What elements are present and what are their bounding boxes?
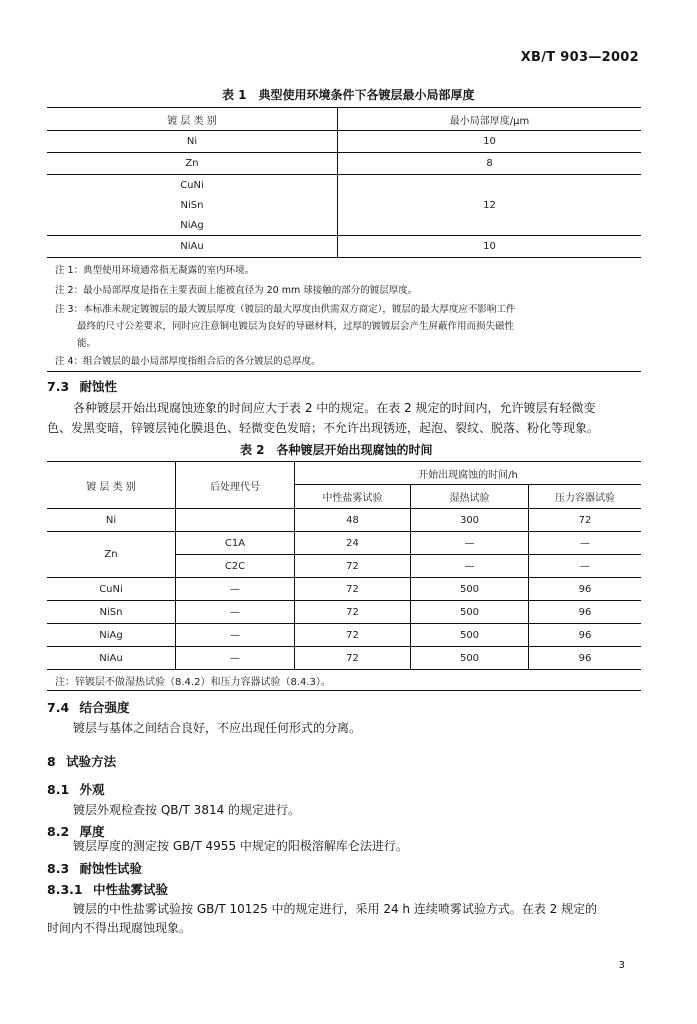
table2-type-niau: NiAu bbox=[47, 647, 176, 670]
table2-humid-c2c: — bbox=[411, 555, 529, 578]
section-8-3-number: 8.3 bbox=[47, 861, 70, 876]
table2-type-nisn: NiSn bbox=[47, 601, 176, 624]
section-8-2-number: 8.2 bbox=[47, 824, 70, 839]
table1-caption: 表 1 典型使用环境条件下各镀层最小局部厚度 bbox=[222, 88, 475, 102]
standard-code: XB/T 903—2002 bbox=[520, 50, 639, 65]
table2-type-niag: NiAg bbox=[47, 624, 176, 647]
table1-note-2: 注 2：最小局部厚度是指在主要表面上能被直径为 20 mm 球接触的部分的镀层厚度。 bbox=[55, 285, 418, 296]
section-8-number: 8 bbox=[47, 754, 56, 769]
table1-type-niau: NiAu bbox=[47, 236, 338, 258]
table2-salt-c2c: 72 bbox=[295, 555, 411, 578]
table2-post-c1a: C1A bbox=[176, 532, 295, 555]
table2-humid-niag: 500 bbox=[411, 624, 529, 647]
section-8-3-1-para-line2: 时间内不得出现腐蚀现象。 bbox=[47, 921, 192, 935]
table2-type-ni: Ni bbox=[47, 509, 176, 532]
table1-note-3: 注 3：本标准未规定镀镀层的最大镀层厚度（镀层的最大厚度由供需双方商定），镀层的最大厚度应不影响工件 bbox=[55, 304, 516, 315]
section-8-1-heading bbox=[47, 780, 105, 798]
table1-header-type: 镀 层 类 别 bbox=[47, 108, 338, 131]
section-7-3-heading bbox=[47, 377, 117, 395]
section-8-2-para: 镀层厚度的测定按 GB/T 4955 中规定的阳极溶解库仑法进行。 bbox=[73, 839, 408, 853]
table1-note-3-end: 能。 bbox=[77, 338, 97, 349]
table1-notes bbox=[47, 258, 641, 372]
table1 bbox=[47, 107, 641, 258]
table2-press-cuni: 96 bbox=[529, 578, 642, 601]
table2-header-post: 后处理代号 bbox=[176, 462, 295, 509]
table2-press-niag: 96 bbox=[529, 624, 642, 647]
table1-value-zn: 8 bbox=[338, 153, 642, 175]
table2-header-salt: 中性盐雾试验 bbox=[295, 485, 411, 509]
table2-post-niag: — bbox=[176, 624, 295, 647]
table1-type-niag: NiAg bbox=[180, 219, 204, 231]
table2-humid-cuni: 500 bbox=[411, 578, 529, 601]
section-8-3-1-title: 中性盐雾试验 bbox=[92, 882, 168, 897]
table1-header-thickness: 最小局部厚度/μm bbox=[338, 108, 642, 131]
table2-press-c2c: — bbox=[529, 555, 642, 578]
table2-press-nisn: 96 bbox=[529, 601, 642, 624]
section-8-title: 试验方法 bbox=[66, 754, 117, 769]
section-7-4-title: 结合强度 bbox=[79, 700, 130, 715]
table1-type-nisn: NiSn bbox=[180, 199, 204, 211]
table2-type-cuni: CuNi bbox=[47, 578, 176, 601]
table1-value-niau: 10 bbox=[338, 236, 642, 258]
table2 bbox=[47, 461, 641, 691]
page-number: 3 bbox=[618, 960, 625, 971]
table1-type-zn: Zn bbox=[47, 153, 338, 175]
table2-header-type: 镀 层 类 别 bbox=[47, 462, 176, 509]
table2-humid-nisn: 500 bbox=[411, 601, 529, 624]
table2-header-press: 压力容器试验 bbox=[529, 485, 642, 509]
section-8-1-para: 镀层外观检查按 QB/T 3814 的规定进行。 bbox=[73, 803, 301, 817]
section-8-1-title: 外观 bbox=[79, 782, 105, 797]
section-8-3-1-number: 8.3.1 bbox=[47, 882, 83, 897]
table2-post-ni bbox=[176, 509, 295, 532]
table2-post-niau: — bbox=[176, 647, 295, 670]
section-7-3-para-line1: 各种镀层开始出现腐蚀迹象的时间应大于表 2 中的规定。在表 2 规定的时间内，允许镀层有轻微变 bbox=[73, 401, 596, 415]
table1-value-group: 12 bbox=[338, 175, 642, 236]
table2-header-humid: 湿热试验 bbox=[411, 485, 529, 509]
section-8-3-1-heading bbox=[47, 880, 168, 898]
section-7-3-number: 7.3 bbox=[47, 379, 70, 394]
table2-humid-niau: 500 bbox=[411, 647, 529, 670]
section-8-1-number: 8.1 bbox=[47, 782, 70, 797]
table2-salt-cuni: 72 bbox=[295, 578, 411, 601]
section-8-3-heading bbox=[47, 859, 142, 877]
table1-note-3-cont: 最终的尺寸公差要求，同时应注意铜电镀层为良好的导磁材料，过厚的镀镀层会产生屏蔽作用而损失磁性 bbox=[77, 321, 515, 332]
section-8-3-1-para-line1: 镀层的中性盐雾试验按 GB/T 10125 中的规定进行，采用 24 h 连续喷雾试验方式。在表 2 规定的 bbox=[73, 902, 598, 916]
table2-salt-c1a: 24 bbox=[295, 532, 411, 555]
section-7-3-para-line2: 色、发黑变暗，锌镀层钝化膜退色、轻微变色发暗；不允许出现锈迹，起泡、裂纹、脱落、粉化等现象。 bbox=[47, 421, 600, 435]
table2-salt-niag: 72 bbox=[295, 624, 411, 647]
table2-salt-nisn: 72 bbox=[295, 601, 411, 624]
table2-post-c2c: C2C bbox=[176, 555, 295, 578]
table2-press-c1a: — bbox=[529, 532, 642, 555]
section-7-4-para: 镀层与基体之间结合良好，不应出现任何形式的分离。 bbox=[73, 721, 362, 735]
section-8-heading bbox=[47, 752, 116, 770]
table1-value-ni: 10 bbox=[338, 131, 642, 153]
table2-humid-c1a: — bbox=[411, 532, 529, 555]
table1-note-4: 注 4：组合镀层的最小局部厚度指组合后的各分镀层的总厚度。 bbox=[55, 356, 321, 367]
table1-type-ni: Ni bbox=[47, 131, 338, 153]
table2-caption: 表 2 各种镀层开始出现腐蚀的时间 bbox=[240, 443, 433, 457]
table1-type-cuni: CuNi bbox=[180, 179, 204, 191]
section-8-3-title: 耐蚀性试验 bbox=[79, 861, 143, 876]
table2-salt-niau: 72 bbox=[295, 647, 411, 670]
section-7-4-heading bbox=[47, 698, 130, 716]
table2-post-cuni: — bbox=[176, 578, 295, 601]
section-8-2-title: 厚度 bbox=[79, 824, 105, 839]
section-7-3-title: 耐蚀性 bbox=[79, 379, 118, 394]
table2-type-zn: Zn bbox=[47, 532, 176, 578]
table2-header-group: 开始出现腐蚀的时间/h bbox=[295, 462, 642, 485]
table2-humid-ni: 300 bbox=[411, 509, 529, 532]
section-7-4-number: 7.4 bbox=[47, 700, 70, 715]
table2-note: 注：锌镀层不做湿热试验（8.4.2）和压力容器试验（8.4.3）。 bbox=[55, 676, 331, 688]
table2-salt-ni: 48 bbox=[295, 509, 411, 532]
table1-types-group bbox=[47, 175, 338, 236]
table1-note-1: 注 1：典型使用环境通常指无凝露的室内环境。 bbox=[55, 265, 255, 276]
table2-press-ni: 72 bbox=[529, 509, 642, 532]
table2-post-nisn: — bbox=[176, 601, 295, 624]
table2-press-niau: 96 bbox=[529, 647, 642, 670]
